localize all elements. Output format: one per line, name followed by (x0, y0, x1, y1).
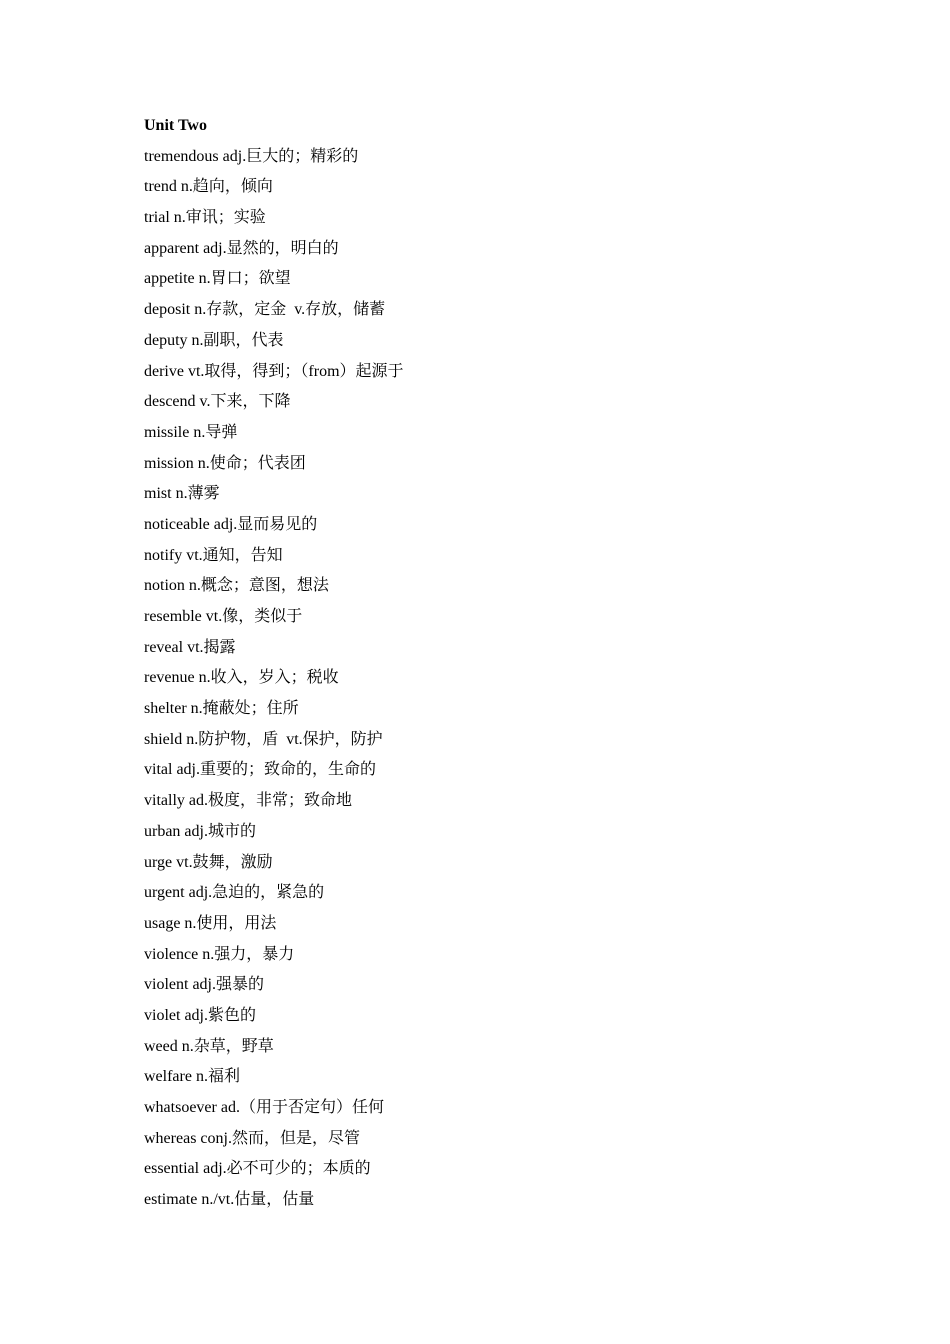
vocabulary-entry: weed n.杂草，野草 (144, 1037, 274, 1055)
vocabulary-entry: shelter n.掩蔽处；住所 (144, 700, 299, 718)
vocabulary-entry: trend n.趋向，倾向 (144, 178, 273, 196)
vocabulary-entry: trial n.审讯；实验 (144, 209, 266, 227)
vocabulary-entry: apparent adj.显然的，明白的 (144, 239, 339, 257)
vocabulary-entry: resemble vt.像，类似于 (144, 608, 303, 625)
vocabulary-entry: essential adj.必不可少的；本质的 (144, 1160, 371, 1178)
vocabulary-entry: noticeable adj.显而易见的 (144, 515, 318, 533)
vocabulary-entries (144, 142, 804, 1216)
vocabulary-entry: whatsoever ad.（用于否定句）任何 (144, 1099, 384, 1116)
vocabulary-entry: usage n.使用，用法 (144, 914, 277, 932)
vocabulary-entry: estimate n./vt.估量，估量 (144, 1191, 315, 1209)
vocabulary-entry: violent adj.强暴的 (144, 976, 264, 994)
vocabulary-entry: mist n.薄雾 (144, 485, 220, 503)
vocabulary-entry: notion n.概念；意图，想法 (144, 577, 329, 595)
vocabulary-entry: shield n.防护物，盾 vt.保护，防护 (144, 730, 383, 748)
vocabulary-entry: urgent adj.急迫的，紧急的 (144, 884, 325, 902)
vocabulary-entry: appetite n.胃口；欲望 (144, 270, 291, 288)
unit-heading: Unit Two (144, 117, 207, 134)
vocabulary-list-section (144, 111, 804, 1216)
vocabulary-entry: vitally ad.极度，非常；致命地 (144, 792, 352, 810)
vocabulary-entry: derive vt.取得，得到；（from）起源于 (144, 362, 404, 380)
vocabulary-entry: urge vt.鼓舞，激励 (144, 853, 273, 871)
vocabulary-entry: descend v.下来，下降 (144, 393, 291, 411)
vocabulary-entry: violence n.强力，暴力 (144, 945, 295, 963)
vocabulary-entry: deposit n.存款，定金 v.存放，储蓄 (144, 301, 386, 319)
vocabulary-entry: welfare n.福利 (144, 1068, 240, 1086)
vocabulary-entry: missile n.导弹 (144, 423, 238, 441)
vocabulary-entry: notify vt.通知，告知 (144, 546, 283, 564)
vocabulary-entry: tremendous adj.巨大的；精彩的 (144, 147, 359, 165)
vocabulary-entry: vital adj.重要的；致命的，生命的 (144, 761, 376, 779)
vocabulary-entry: whereas conj.然而，但是，尽管 (144, 1129, 360, 1147)
vocabulary-entry: deputy n.副职，代表 (144, 331, 284, 349)
vocabulary-entry: reveal vt.揭露 (144, 638, 236, 656)
vocabulary-entry: urban adj.城市的 (144, 822, 256, 840)
vocabulary-entry: violet adj.紫色的 (144, 1006, 256, 1024)
vocabulary-entry: mission n.使命；代表团 (144, 454, 306, 472)
vocabulary-entry: revenue n.收入，岁入；税收 (144, 669, 339, 687)
